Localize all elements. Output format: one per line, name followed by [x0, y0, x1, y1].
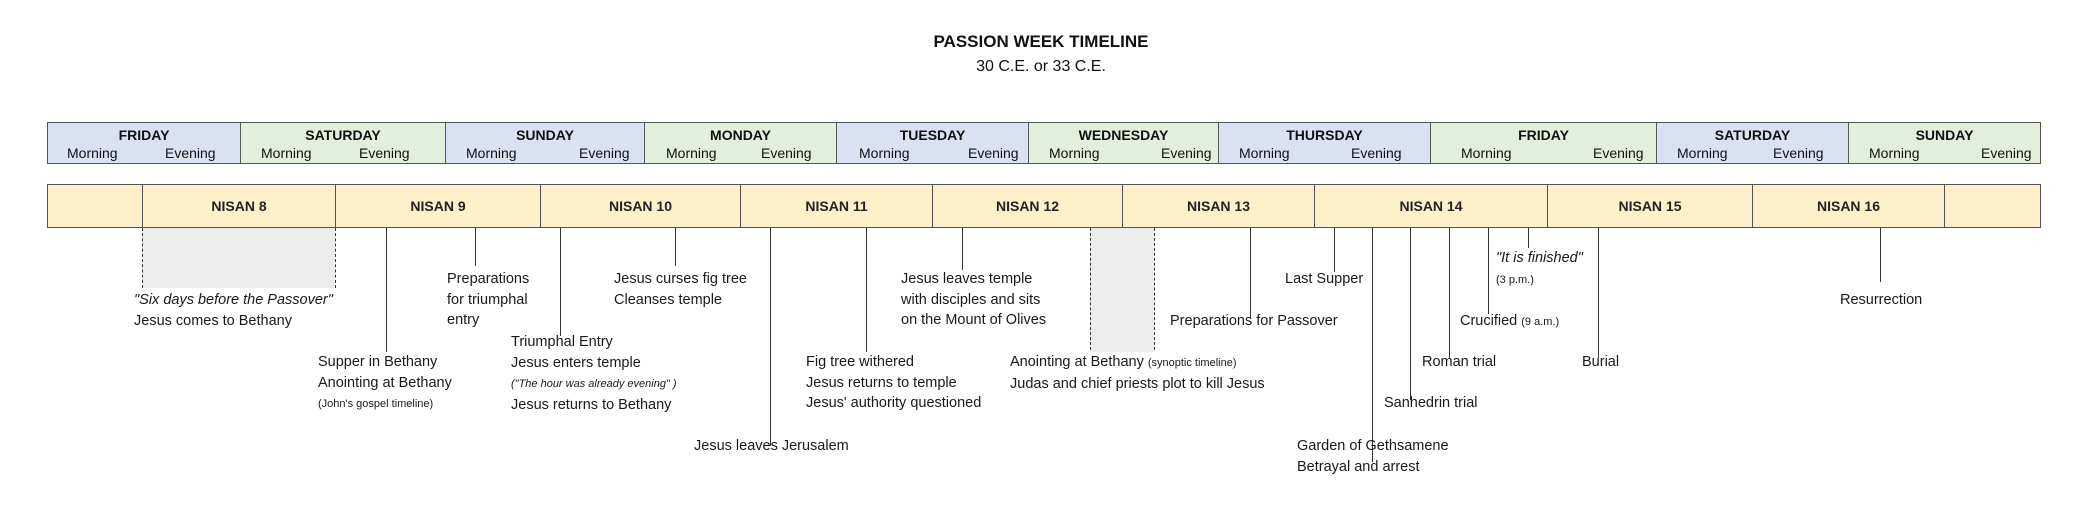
event-line	[1384, 393, 1478, 414]
event-text: "Six days before the Passover"	[134, 292, 333, 308]
event-text: Jesus' authority questioned	[806, 395, 982, 411]
day-cell-1	[47, 122, 241, 164]
evening-label: Evening	[1593, 145, 1644, 161]
day-name: TUESDAY	[899, 127, 966, 143]
day-cell-5	[836, 122, 1029, 164]
connector-line-12	[1250, 228, 1251, 318]
day-name: SATURDAY	[1714, 127, 1791, 143]
nisan-label: NISAN 14	[1399, 198, 1463, 214]
event-line	[1010, 352, 1265, 374]
connector-line-15	[1410, 228, 1411, 400]
connector-line-1	[142, 228, 143, 288]
event-line	[901, 269, 1046, 290]
morning-label: Morning	[466, 145, 517, 161]
event-line	[1285, 269, 1363, 290]
connector-line-11	[1154, 228, 1155, 350]
event-text: Supper in Bethany	[318, 354, 438, 370]
event-text: Roman trial	[1422, 354, 1497, 370]
day-name: SUNDAY	[1915, 127, 1974, 143]
morning-label: Morning	[1869, 145, 1920, 161]
event-line	[694, 436, 849, 457]
event-text: Crucified	[1460, 313, 1522, 329]
event-line	[806, 373, 981, 394]
evening-label: Evening	[1773, 145, 1824, 161]
day-cell-7	[1218, 122, 1431, 164]
event-line	[318, 352, 452, 373]
day-cell-4	[644, 122, 837, 164]
nisan-label: NISAN 8	[211, 198, 267, 214]
event-leaves-jerusalem	[694, 436, 849, 457]
morning-label: Morning	[1677, 145, 1728, 161]
event-text: Last Supper	[1285, 271, 1364, 287]
nisan-label: NISAN 10	[608, 198, 673, 214]
event-text: (9 a.m.)	[1521, 316, 1560, 328]
event-text: Anointing at Bethany	[318, 374, 452, 391]
event-line	[901, 290, 1046, 311]
event-six-days	[134, 290, 333, 331]
day-cell-3	[445, 122, 645, 164]
nisan-cell-14	[1314, 184, 1548, 228]
event-line	[318, 373, 452, 394]
event-text: Betrayal and arrest	[1297, 458, 1420, 475]
morning-label: Morning	[261, 145, 312, 161]
morning-label: Morning	[1239, 145, 1290, 161]
event-line	[1170, 311, 1338, 332]
nisan-label: NISAN 12	[995, 198, 1060, 214]
connector-line-16	[1449, 228, 1450, 358]
event-line	[614, 290, 747, 311]
nisan-cell-12	[932, 184, 1123, 228]
nisan-cell-16	[1752, 184, 1945, 228]
event-text: Triumphal Entry	[511, 334, 613, 350]
nisan-label: NISAN 11	[805, 198, 868, 214]
morning-label: Morning	[666, 145, 717, 161]
event-text: on the Mount of Olives	[901, 312, 1047, 328]
event-leaves-temple	[901, 269, 1046, 331]
day-cell-8	[1430, 122, 1657, 164]
event-line	[1297, 436, 1449, 457]
event-line	[1422, 352, 1496, 373]
event-line	[1010, 374, 1265, 395]
event-it-is-finished	[1496, 248, 1583, 290]
nisan-cell-15	[1547, 184, 1753, 228]
nisan-label: NISAN 16	[1816, 198, 1881, 214]
evening-label: Evening	[1351, 145, 1402, 161]
connector-line-10	[1090, 228, 1091, 350]
event-last-supper	[1285, 269, 1363, 290]
event-line	[1297, 457, 1449, 478]
chart-title: PASSION WEEK TIMELINE	[933, 32, 1149, 51]
event-text: (John's gospel timeline)	[318, 398, 434, 410]
event-text: Anointing at Bethany	[1010, 354, 1148, 370]
nisan-cell-empty	[47, 184, 143, 228]
morning-label: Morning	[1461, 145, 1512, 161]
connector-line-8	[866, 228, 867, 352]
day-cell-2	[240, 122, 446, 164]
nisan-cell-9	[335, 184, 541, 228]
event-text: Preparations	[447, 271, 530, 287]
connector-line-20	[1880, 228, 1881, 282]
event-line	[1496, 269, 1583, 291]
event-text: with disciples and sits	[901, 291, 1041, 308]
connector-line-18	[1528, 228, 1529, 248]
event-preparations-passover	[1170, 311, 1338, 332]
event-roman-trial	[1422, 352, 1496, 373]
evening-label: Evening	[1161, 145, 1212, 161]
connector-line-14	[1372, 228, 1373, 462]
event-text: Sanhedrin trial	[1384, 395, 1478, 411]
event-line	[318, 393, 452, 415]
event-line	[1460, 311, 1559, 333]
morning-label: Morning	[859, 145, 910, 161]
event-line	[614, 269, 747, 290]
nisan-cell-8	[142, 184, 336, 228]
day-name: FRIDAY	[118, 127, 170, 143]
day-name: MONDAY	[710, 127, 771, 143]
event-preparations-entry	[447, 269, 529, 331]
connector-line-3	[386, 228, 387, 352]
event-line	[1496, 248, 1583, 269]
evening-label: Evening	[359, 145, 410, 161]
event-burial	[1582, 352, 1619, 373]
morning-label: Morning	[67, 145, 118, 161]
event-text: entry	[447, 312, 480, 328]
day-cell-9	[1656, 122, 1849, 164]
event-resurrection	[1840, 290, 1922, 311]
evening-label: Evening	[165, 145, 216, 161]
event-text: Jesus returns to temple	[806, 374, 957, 391]
event-text: Jesus leaves Jerusalem	[694, 438, 849, 454]
event-curses-fig-tree	[614, 269, 747, 310]
event-text: Jesus curses fig tree	[614, 271, 747, 287]
connector-line-9	[962, 228, 963, 270]
event-line	[511, 332, 677, 353]
evening-label: Evening	[579, 145, 630, 161]
event-triumphal-entry	[511, 332, 677, 415]
day-cell-6	[1028, 122, 1219, 164]
event-supper-bethany	[318, 352, 452, 415]
event-text: Fig tree withered	[806, 354, 914, 370]
nisan-label: NISAN 13	[1186, 198, 1251, 214]
connector-line-2	[335, 228, 336, 288]
connector-line-13	[1334, 228, 1335, 272]
event-sanhedrin	[1384, 393, 1478, 414]
day-cell-10	[1848, 122, 2041, 164]
shade-synoptic	[1090, 228, 1154, 352]
day-name: THURSDAY	[1286, 127, 1363, 143]
day-name: SATURDAY	[305, 127, 381, 143]
event-line	[447, 290, 529, 311]
event-line	[806, 393, 981, 414]
event-line	[511, 373, 677, 395]
day-name: FRIDAY	[1518, 127, 1569, 143]
chart-subtitle: 30 C.E. or 33 C.E.	[976, 58, 1106, 75]
morning-label: Morning	[1049, 145, 1100, 161]
event-fig-tree-withered	[806, 352, 981, 414]
evening-label: Evening	[1981, 145, 2032, 161]
evening-label: Evening	[968, 145, 1019, 161]
event-line	[134, 290, 333, 311]
nisan-label: NISAN 9	[410, 198, 466, 214]
event-text: for triumphal	[447, 291, 528, 308]
event-text: "It is finished"	[1496, 250, 1583, 266]
event-text: Cleanses temple	[614, 291, 722, 308]
event-line	[901, 310, 1046, 331]
event-text: Judas and chief priests plot to kill Jesus	[1010, 375, 1265, 392]
nisan-cell-13	[1122, 184, 1315, 228]
event-text: Garden of Gethsamene	[1297, 438, 1449, 454]
connector-line-5	[560, 228, 561, 336]
event-text: Burial	[1582, 354, 1620, 370]
event-crucified	[1460, 311, 1559, 333]
event-line	[511, 395, 677, 416]
nisan-label: NISAN 15	[1618, 198, 1682, 214]
connector-line-17	[1488, 228, 1489, 314]
event-text: Jesus returns to Bethany	[511, 396, 672, 413]
connector-line-4	[475, 228, 476, 266]
event-line	[1582, 352, 1619, 373]
event-text: (3 p.m.)	[1496, 273, 1534, 286]
event-text: Preparations for Passover	[1170, 313, 1338, 329]
event-line	[447, 310, 529, 331]
event-text: Jesus comes to Bethany	[134, 312, 292, 329]
event-text: ("The hour was already evening" )	[511, 378, 677, 390]
connector-line-19	[1598, 228, 1599, 358]
nisan-cell-empty	[1944, 184, 2041, 228]
event-text: Jesus leaves temple	[901, 271, 1033, 287]
event-line	[1840, 290, 1922, 311]
event-text: Jesus enters temple	[511, 354, 641, 371]
event-line	[447, 269, 529, 290]
event-line	[806, 352, 981, 373]
connector-line-6	[675, 228, 676, 266]
event-text: (synoptic timeline)	[1147, 357, 1237, 369]
shade-six-days	[142, 228, 335, 288]
event-gethsemane	[1297, 436, 1449, 477]
event-line	[134, 311, 333, 332]
connector-line-7	[770, 228, 771, 446]
day-name: SUNDAY	[516, 127, 574, 143]
nisan-cell-10	[540, 184, 741, 228]
evening-label: Evening	[761, 145, 812, 161]
nisan-cell-11	[740, 184, 933, 228]
event-anointing-synoptic	[1010, 352, 1265, 394]
event-line	[511, 353, 677, 374]
day-name: WEDNESDAY	[1078, 127, 1169, 143]
event-text: Resurrection	[1840, 292, 1923, 308]
